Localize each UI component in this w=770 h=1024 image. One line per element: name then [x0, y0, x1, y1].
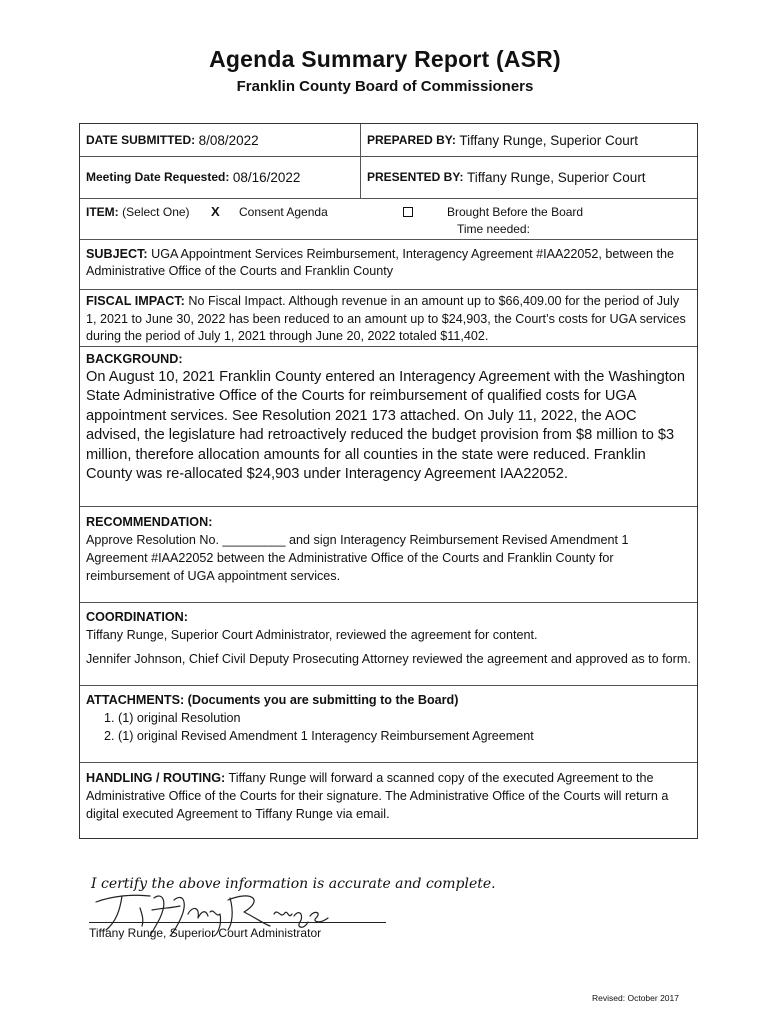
- signature-line: [89, 922, 386, 923]
- board-name: Franklin County Board of Commissioners: [236, 78, 534, 95]
- submission-row: [80, 124, 697, 157]
- date-submitted-label: DATE SUBMITTED:: [86, 132, 196, 147]
- brought-before-board-label: Brought Before the Board: [447, 205, 584, 219]
- attachment-item: 2. (1) original Revised Amendment 1 Interagency Reimbursement Agreement: [118, 727, 691, 745]
- fiscal-impact-row: [80, 290, 697, 347]
- attachments-list: [86, 709, 691, 745]
- subject-label: SUBJECT:: [86, 247, 148, 261]
- meeting-date-cell: [80, 157, 361, 198]
- background-row: [80, 347, 697, 507]
- signer-name: Tiffany Runge, Superior Court Administrator: [89, 926, 322, 940]
- recommendation-row: [80, 507, 697, 603]
- recommendation-text: Approve Resolution No. _________ and sign Interagency Reimbursement Revised Amendment 1 Agreement #IAA22052 between the Administrative Office of the Courts and Franklin County for reimbursement of UGA appointment services.: [86, 533, 629, 583]
- date-submitted-cell: [80, 124, 361, 156]
- handling-routing-row: [80, 763, 697, 838]
- presented-by-cell: [361, 157, 697, 198]
- item-label-group: [86, 204, 190, 221]
- revision-date: Revised: October 2017: [592, 993, 679, 1003]
- asr-form: [79, 123, 698, 839]
- prepared-by-label: PREPARED BY:: [367, 132, 456, 147]
- meeting-date-label: Meeting Date Requested:: [86, 170, 230, 184]
- prepared-by-cell: [361, 124, 697, 156]
- presented-by-label: PRESENTED BY:: [367, 170, 464, 184]
- fiscal-impact-label: FISCAL IMPACT:: [86, 294, 185, 308]
- fiscal-impact-text: No Fiscal Impact. Although revenue in an amount up to $66,409.00 for the period of July 1, 2021 to June 30, 2022 has been reduced to an amount up to $24,903, the Court’s costs for UGA services during the period of July 1, 2021 through June 20, 2022 totaled $11,402.: [86, 294, 686, 343]
- time-needed-label: Time needed:: [457, 222, 530, 236]
- coordination-line-2: Jennifer Johnson, Chief Civil Deputy Prosecuting Attorney reviewed the agreement and approved as to form.: [86, 652, 691, 666]
- attachments-label: ATTACHMENTS: (Documents you are submitting to the Board): [86, 693, 459, 707]
- recommendation-label: RECOMMENDATION:: [86, 515, 213, 529]
- meeting-row: [80, 157, 697, 199]
- consent-agenda-label: Consent Agenda: [239, 205, 328, 219]
- date-submitted-value: 8/08/2022: [198, 132, 259, 148]
- certification-statement: I certify the above information is accurate and complete.: [91, 876, 496, 892]
- report-title: Agenda Summary Report (ASR): [209, 46, 561, 72]
- handling-routing-text: Tiffany Runge will forward a scanned copy of the executed Agreement to the Administrative Office of the Courts for their signature. The Administrative Office of the Courts will return a digital executed Agreement to Tiffany Runge via email.: [86, 771, 669, 821]
- handling-routing-label: HANDLING / ROUTING:: [86, 771, 226, 785]
- subject-row: [80, 240, 697, 290]
- item-hint: (Select One): [122, 205, 190, 219]
- prepared-by-value: Tiffany Runge, Superior Court: [459, 132, 638, 148]
- coordination-line-1: Tiffany Runge, Superior Court Administrator, reviewed the agreement for content.: [86, 628, 538, 642]
- brought-before-board-checkbox[interactable]: [403, 207, 413, 217]
- item-row: [80, 199, 697, 240]
- consent-checkbox-mark[interactable]: X: [211, 204, 220, 219]
- meeting-date-value: 08/16/2022: [232, 170, 301, 185]
- subject-text: UGA Appointment Services Reimbursement, Interagency Agreement #IAA22052, between the Administrative Office of the Courts and Franklin County: [86, 247, 675, 278]
- presented-by-value: Tiffany Runge, Superior Court: [466, 170, 646, 185]
- coordination-row: [80, 603, 697, 686]
- background-label: BACKGROUND:: [86, 352, 183, 366]
- background-text: On August 10, 2021 Franklin County entered an Interagency Agreement with the Washington State Administrative Office of the Courts for reimbursement of qualified costs for UGA appointment services. See Resolution 2021 173 attached. On July 11, 2022, the AOC advised, the legislature had retroactively reduced the budget provision from $8 million to $3 million, therefore allocation amounts for all counties in the state were reduced. Franklin County was re-allocated $24,903 under Interagency Agreement IAA22052.: [86, 369, 685, 483]
- coordination-label: COORDINATION:: [86, 610, 188, 624]
- attachment-item: 1. (1) original Resolution: [118, 709, 691, 727]
- item-label: ITEM:: [86, 205, 119, 219]
- attachments-row: [80, 686, 697, 763]
